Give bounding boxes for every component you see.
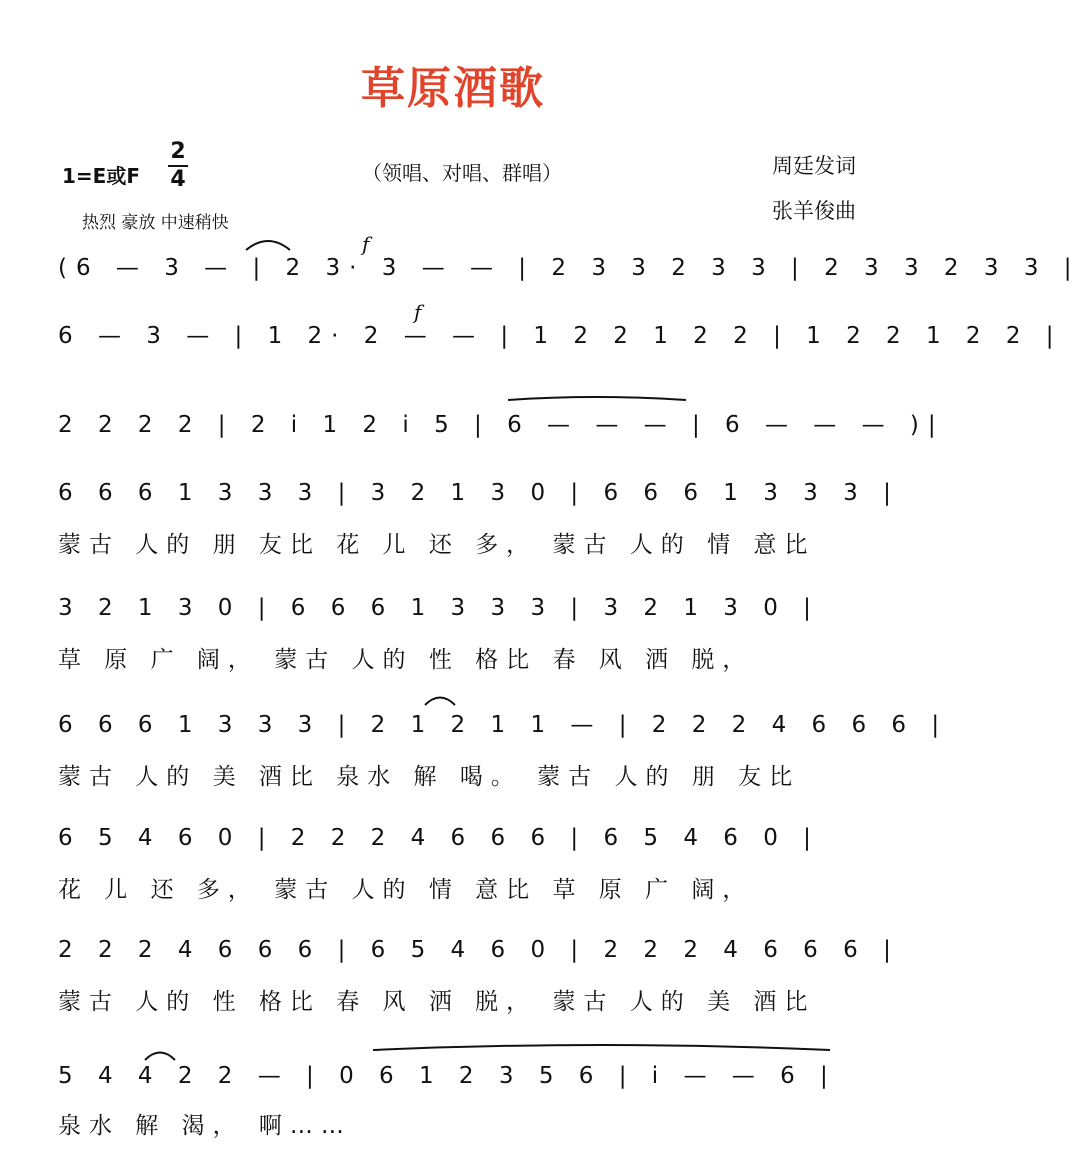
verse-line-4	[58, 825, 858, 903]
verse-line-5	[58, 937, 900, 1015]
lyricist: 周廷发词	[772, 154, 856, 178]
tempo-marking: 热烈 豪放 中速稍快	[82, 213, 229, 233]
verse-line-6	[58, 1063, 858, 1139]
intro-notes-3: 2 2 2 2 | 2 i 1 2 i 5 | 6 — — — | 6 — — — )|	[58, 412, 945, 438]
verse-line-1	[58, 480, 900, 558]
verse-notes-3: 6 6 6 1 3 3 3 | 2 1 2 1 1 — | 2 2 2 4 6 6 6 |	[58, 712, 949, 738]
verse-line-2	[58, 595, 858, 673]
verse-lyrics-2: 草 原 广 阔， 蒙古 人的 性 格比 春 风 洒 脱，	[58, 647, 754, 673]
composer: 张羊俊曲	[772, 199, 856, 223]
verse-lyrics-6: 泉水 解 渴， 啊……	[58, 1113, 352, 1139]
song-title: 草原酒歌	[361, 63, 545, 114]
verse-lyrics-4: 花 儿 还 多， 蒙古 人的 情 意比 草 原 广 阔，	[58, 877, 754, 903]
dynamic-mark-1: f	[362, 232, 370, 256]
intro-notes-2: 6 — 3 — | 1 2· 2 — — | 1 2 2 1 2 2 | 1 2 2 1 2 2 |	[58, 323, 1063, 349]
verse-notes-4: 6 5 4 6 0 | 2 2 2 4 6 6 6 | 6 5 4 6 0 |	[58, 825, 820, 851]
verse-lyrics-1: 蒙古 人的 朋 友比 花 儿 还 多， 蒙古 人的 情 意比	[58, 532, 816, 558]
verse-line-3	[58, 712, 949, 790]
time-top: 2	[170, 139, 186, 164]
intro-line-1	[58, 255, 1081, 281]
verse-notes-2: 3 2 1 3 0 | 6 6 6 1 3 3 3 | 3 2 1 3 0 |	[58, 595, 820, 621]
verse-notes-6: 5 4 4 2 2 — | 0 6 1 2 3 5 6 | i — — 6 |	[58, 1063, 837, 1089]
verse-lyrics-5: 蒙古 人的 性 格比 春 风 洒 脱， 蒙古 人的 美 酒比	[58, 989, 816, 1015]
intro-notes-1: (6 — 3 — | 2 3· 3 — — | 2 3 3 2 3 3 | 2 3 3 2 3 3 |	[58, 255, 1081, 281]
time-bottom: 4	[170, 167, 186, 192]
intro-line-2	[58, 323, 1063, 349]
dynamic-mark-2: f	[414, 300, 422, 324]
performance-note: （领唱、对唱、群唱）	[362, 161, 562, 185]
intro-line-3	[58, 412, 945, 438]
key-signature: 1=E或F	[62, 164, 140, 188]
verse-notes-5: 2 2 2 4 6 6 6 | 6 5 4 6 0 | 2 2 2 4 6 6 6 |	[58, 937, 900, 963]
verse-notes-1: 6 6 6 1 3 3 3 | 3 2 1 3 0 | 6 6 6 1 3 3 3 |	[58, 480, 900, 506]
verse-lyrics-3: 蒙古 人的 美 酒比 泉水 解 喝。 蒙古 人的 朋 友比	[58, 764, 801, 790]
